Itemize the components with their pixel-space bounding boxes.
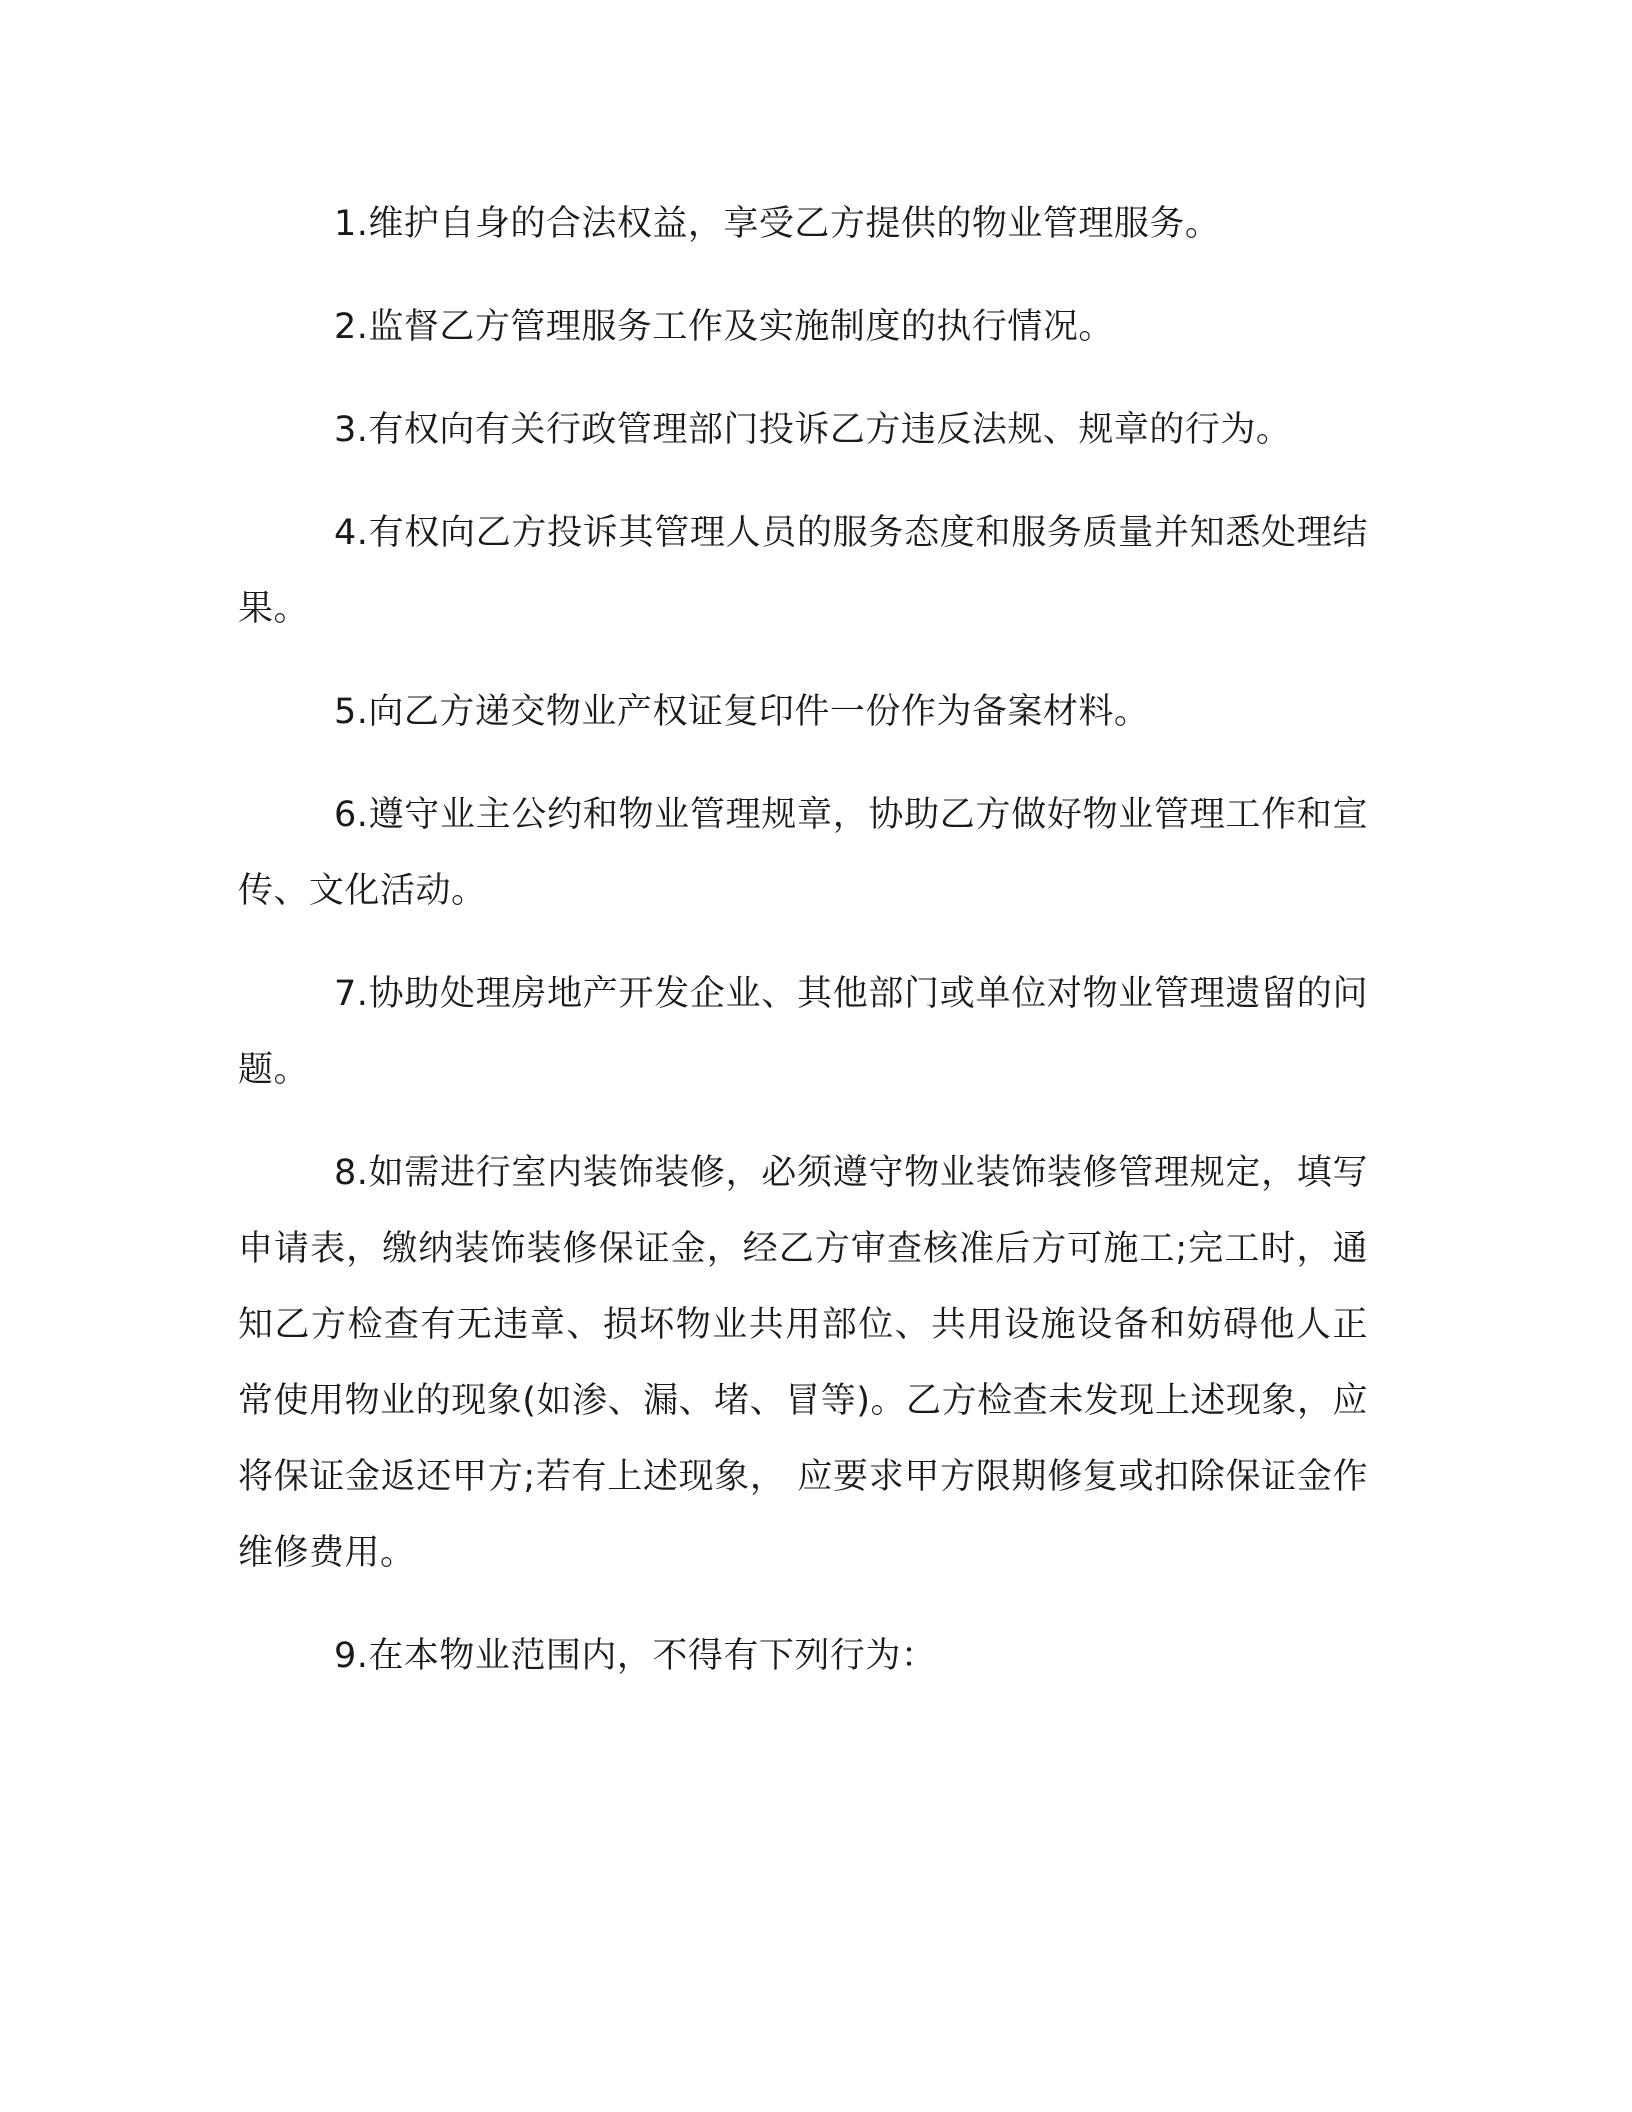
paragraph-5: 5.向乙方递交物业产权证复印件一份作为备案材料。 <box>334 692 1150 732</box>
paragraph-1: 1.维护自身的合法权益，享受乙方提供的物业管理服务。 <box>334 204 1221 244</box>
paragraph-9: 9.在本物业范围内，不得有下列行为： <box>334 1636 937 1676</box>
paragraph-6: 6.遵守业主公约和物业管理规章，协助乙方做好物业管理工作和宣传、文化活动。 <box>238 795 1368 911</box>
document-body <box>238 186 1368 1721</box>
paragraph-8: 8.如需进行室内装饰装修，必须遵守物业装饰装修管理规定，填写申请表，缴纳装饰装修保证金，经乙方审查核准后方可施工;完工时，通知乙方检查有无违章、损坏物业共用部位、共用设施设备和妨碍他人正常使用物业的现象(如渗、漏、堵、冒等)。乙方检查未发现上述现象，应将保证金返还甲方;若有上述现象， 应要求甲方限期修复或扣除保证金作维修费用。 <box>238 1153 1368 1573</box>
paragraph-7: 7.协助处理房地产开发企业、其他部门或单位对物业管理遗留的问题。 <box>238 974 1368 1090</box>
paragraph-4: 4.有权向乙方投诉其管理人员的服务态度和服务质量并知悉处理结果。 <box>238 513 1368 629</box>
paragraph-2: 2.监督乙方管理服务工作及实施制度的执行情况。 <box>334 307 1114 347</box>
paragraph-3: 3.有权向有关行政管理部门投诉乙方违反法规、规章的行为。 <box>334 410 1292 450</box>
